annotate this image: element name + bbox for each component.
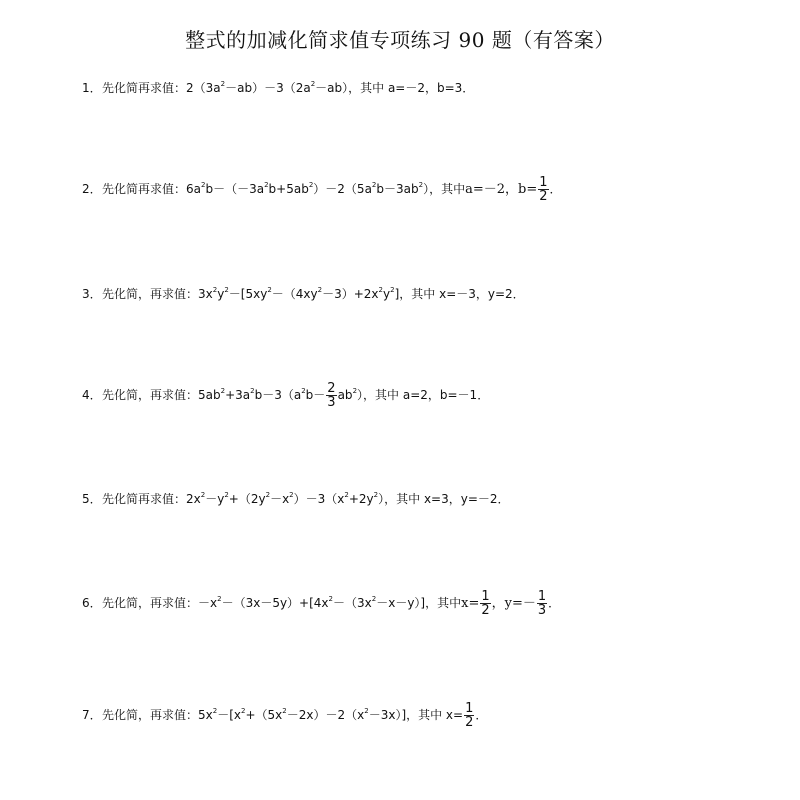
problem-text: +2y xyxy=(348,492,374,506)
problem-text: －[5xy xyxy=(228,287,268,301)
fraction-numerator: 2 xyxy=(327,381,336,396)
problem-text: ）－2（5a xyxy=(313,182,372,196)
fraction-denominator: 2 xyxy=(539,189,548,204)
exponent: 2 xyxy=(217,595,222,603)
condition-text: ，y=－ xyxy=(491,596,536,611)
fraction-denominator: 2 xyxy=(465,715,474,730)
problem-6 xyxy=(82,590,560,617)
problem-text: －y xyxy=(205,492,225,506)
page-title: 整式的加减化简求值专项练习 90 题（有答案） xyxy=(185,28,615,52)
problem-text: ． xyxy=(549,182,562,196)
problem-1 xyxy=(82,78,474,98)
fraction xyxy=(480,590,490,617)
problem-text: b+5ab xyxy=(268,182,309,196)
problem-number: 5． xyxy=(82,492,102,506)
condition-text: a=－2，b= xyxy=(465,182,538,197)
exponent: 2 xyxy=(267,286,272,294)
problem-text: －ab）－3（2a xyxy=(225,81,311,95)
problem-text: ），其中 a=2，b=－1． xyxy=(357,388,490,402)
problem-text: +3a xyxy=(225,388,251,402)
problem-text: ]，其中 x=－3，y=2． xyxy=(394,287,525,301)
problem-number: 7． xyxy=(82,708,102,722)
condition-text: x= xyxy=(461,596,480,611)
problem-text: －（3x－5y）+[4x xyxy=(221,596,329,610)
exponent: 2 xyxy=(371,181,377,189)
exponent: 2 xyxy=(250,387,255,395)
problem-text: －3x）]，其中 x= xyxy=(368,708,464,722)
problem-text: ． xyxy=(548,596,561,610)
exponent: 2 xyxy=(220,80,226,88)
exponent: 2 xyxy=(364,707,369,715)
exponent: 2 xyxy=(224,286,229,294)
exponent: 2 xyxy=(265,491,271,499)
fraction-denominator: 2 xyxy=(481,603,490,618)
problem-text: +（5x xyxy=(245,708,283,722)
problem-text: 先化简再求值：2（3a xyxy=(102,81,221,95)
problem-text: 先化简再求值：2x xyxy=(102,492,201,506)
problem-number: 6． xyxy=(82,596,102,610)
fraction-numerator: 1 xyxy=(481,589,490,604)
problem-text: 先化简，再求值：－x xyxy=(102,596,218,610)
problem-4 xyxy=(82,382,489,409)
exponent: 2 xyxy=(317,286,323,294)
problem-text: －x－y）]，其中 xyxy=(376,596,462,610)
exponent: 2 xyxy=(418,181,424,189)
problem-5 xyxy=(82,489,510,509)
problem-text: ），其中 xyxy=(423,182,466,196)
exponent: 2 xyxy=(289,491,294,499)
problem-number: 1． xyxy=(82,81,102,95)
exponent: 2 xyxy=(344,491,349,499)
exponent: 2 xyxy=(220,387,226,395)
problem-7 xyxy=(82,702,487,729)
exponent: 2 xyxy=(371,595,377,603)
problem-text: b－3ab xyxy=(376,182,419,196)
problem-text: －ab），其中 a=－2，b=3． xyxy=(315,81,475,95)
problem-2 xyxy=(82,176,562,203)
problem-text: ），其中 x=3，y=－2． xyxy=(378,492,510,506)
fraction xyxy=(538,176,548,203)
problem-text: －2x）－2（x xyxy=(286,708,365,722)
exponent: 2 xyxy=(201,181,206,189)
problem-text: 先化简，再求值：3x xyxy=(102,287,213,301)
problem-text: +（2y xyxy=(228,492,266,506)
exponent: 2 xyxy=(224,491,229,499)
problem-text: ）－3（x xyxy=(293,492,345,506)
exponent: 2 xyxy=(310,80,316,88)
exponent: 2 xyxy=(212,707,218,715)
exponent: 2 xyxy=(212,286,218,294)
exponent: 2 xyxy=(264,181,269,189)
exponent: 2 xyxy=(390,286,395,294)
fraction-numerator: 1 xyxy=(465,701,474,716)
problem-text: b－ xyxy=(305,388,326,402)
fraction xyxy=(326,382,336,409)
exponent: 2 xyxy=(241,707,246,715)
problem-text: －（3x xyxy=(333,596,372,610)
problem-text: ． xyxy=(475,708,488,722)
exponent: 2 xyxy=(378,286,384,294)
problem-text: －3）+2x xyxy=(322,287,379,301)
exponent: 2 xyxy=(301,387,306,395)
fraction-numerator: 1 xyxy=(539,175,548,190)
fraction-numerator: 1 xyxy=(537,589,547,604)
fraction xyxy=(537,590,547,617)
fraction-denominator: 3 xyxy=(537,603,547,618)
problem-text: －[x xyxy=(217,708,242,722)
problem-text: 先化简，再求值：5x xyxy=(102,708,213,722)
problem-text: b－3（a xyxy=(254,388,302,402)
problem-number: 4． xyxy=(82,388,102,402)
fraction xyxy=(464,702,474,729)
exponent: 2 xyxy=(328,595,333,603)
problem-text: 先化简再求值：6a xyxy=(102,182,201,196)
exponent: 2 xyxy=(352,387,358,395)
problem-text: －（4xy xyxy=(271,287,318,301)
problem-text: ab xyxy=(337,388,353,402)
exponent: 2 xyxy=(200,491,206,499)
problem-text: y xyxy=(383,287,391,301)
fraction-denominator: 3 xyxy=(327,395,336,410)
problem-text: b－（－3a xyxy=(205,182,265,196)
exponent: 2 xyxy=(373,491,379,499)
problem-number: 3． xyxy=(82,287,102,301)
problem-text: 先化简，再求值：5ab xyxy=(102,388,221,402)
problem-text: y xyxy=(217,287,225,301)
exponent: 2 xyxy=(308,181,314,189)
problem-number: 2． xyxy=(82,182,102,196)
problem-text: －x xyxy=(270,492,290,506)
problem-3 xyxy=(82,284,525,304)
exponent: 2 xyxy=(282,707,287,715)
